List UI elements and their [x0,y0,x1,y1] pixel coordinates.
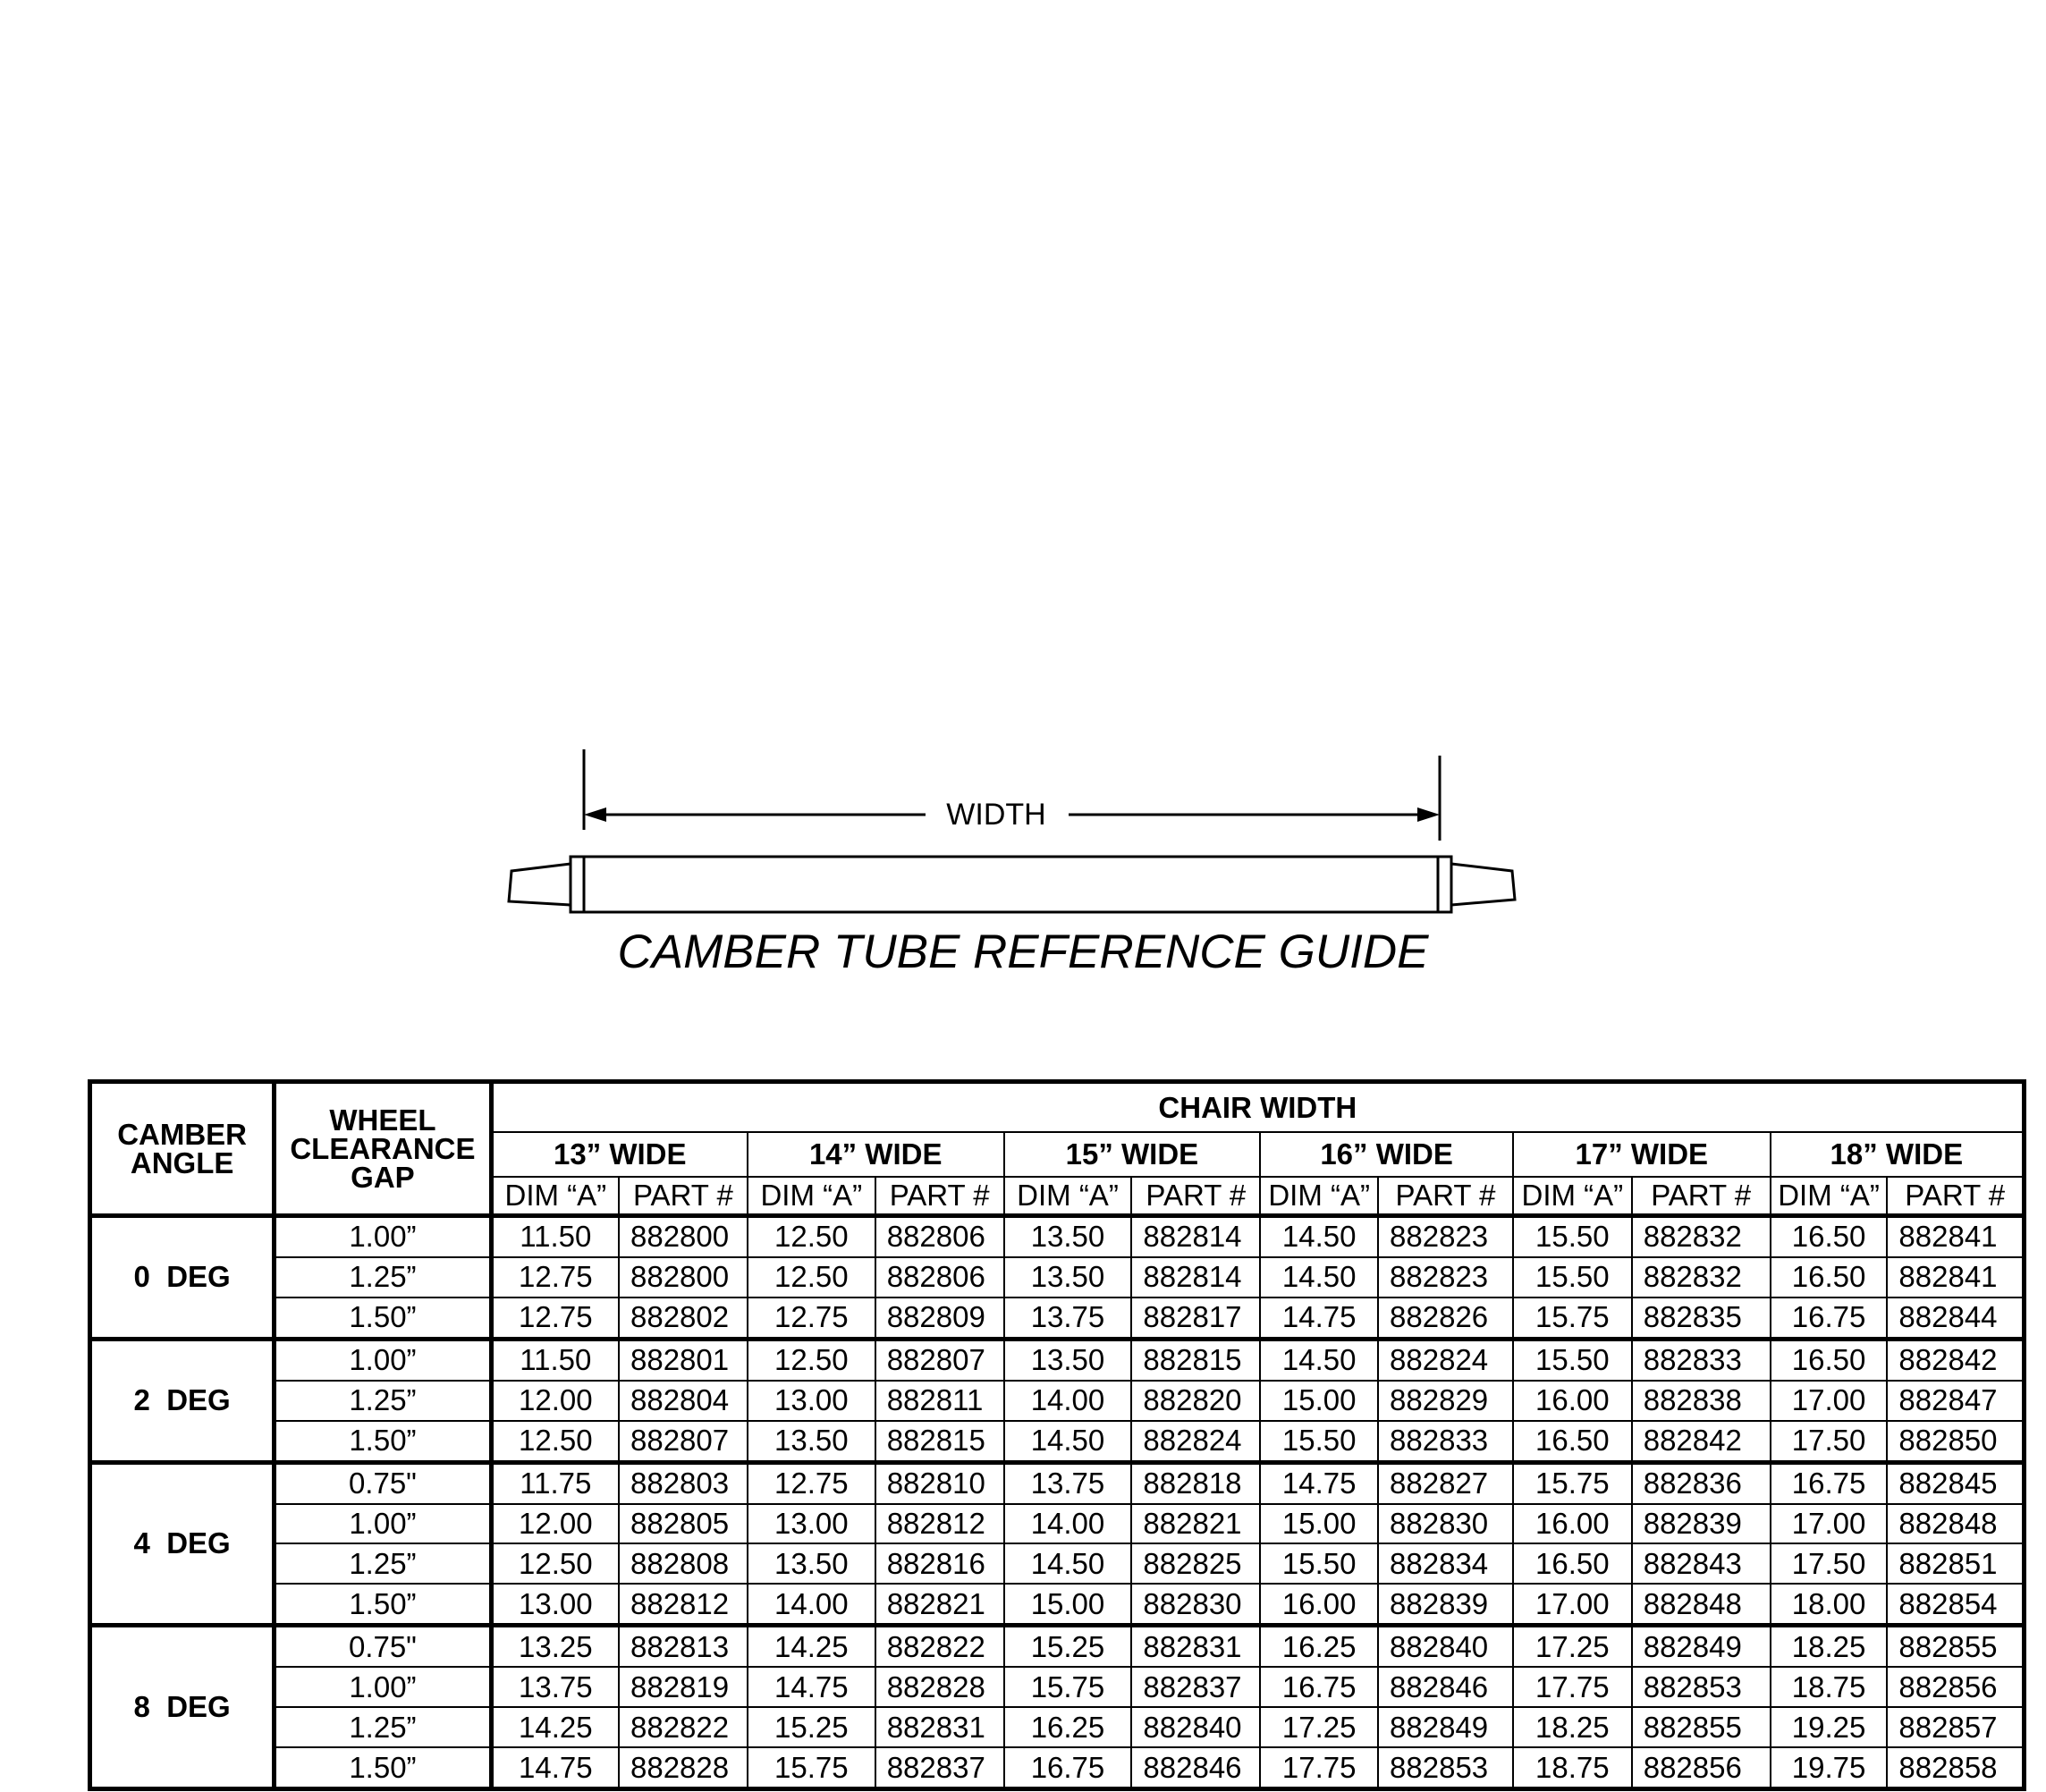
dim-a-header: DIM “A” [1260,1177,1378,1216]
part-number-cell: 882853 [1378,1747,1513,1789]
part-number-cell: 882840 [1131,1707,1260,1747]
part-number-cell: 882822 [875,1626,1004,1667]
table-row [90,1339,2025,1380]
dim-a-cell: 17.75 [1260,1747,1378,1789]
right-stub [1451,864,1515,905]
dim-a-cell: 13.75 [1004,1462,1132,1503]
dim-a-cell: 15.75 [1513,1462,1632,1503]
part-number-cell: 882819 [619,1667,748,1707]
dim-a-cell: 16.75 [1004,1747,1132,1789]
part-number-header: PART # [875,1177,1004,1216]
part-number-cell: 882805 [619,1504,748,1544]
part-number-cell: 882804 [619,1381,748,1421]
camber-angle-cell: 0 DEG [90,1216,275,1340]
dim-a-cell: 17.50 [1771,1543,1888,1584]
dim-a-cell: 11.75 [491,1462,619,1503]
dim-a-cell: 14.50 [1004,1421,1132,1462]
dim-a-cell: 14.75 [1260,1462,1378,1503]
camber-reference-table [88,1079,2026,1791]
dim-a-header: DIM “A” [491,1177,619,1216]
part-number-cell: 882802 [619,1298,748,1339]
gap-cell: 1.25” [275,1257,491,1298]
dim-a-cell: 13.50 [1004,1339,1132,1380]
dim-a-cell: 17.25 [1513,1626,1632,1667]
part-number-cell: 882830 [1378,1504,1513,1544]
header-row-top [90,1082,2025,1132]
part-number-cell: 882844 [1887,1298,2024,1339]
part-number-cell: 882847 [1887,1381,2024,1421]
gap-cell: 1.25” [275,1381,491,1421]
part-number-cell: 882810 [875,1462,1004,1503]
part-number-cell: 882846 [1378,1667,1513,1707]
wheel-gap-header-line: GAP [351,1160,415,1194]
part-number-cell: 882821 [875,1584,1004,1625]
right-arrowhead [1417,807,1440,822]
dim-a-cell: 14.75 [1260,1298,1378,1339]
width-header: 16” WIDE [1260,1132,1513,1177]
part-number-cell: 882834 [1378,1543,1513,1584]
right-collar [1438,857,1451,912]
part-number-cell: 882839 [1632,1504,1771,1544]
camber-angle-cell: 8 DEG [90,1626,275,1789]
dim-a-cell: 12.75 [491,1298,619,1339]
part-number-cell: 882801 [619,1339,748,1380]
part-number-cell: 882808 [619,1543,748,1584]
dim-a-cell: 16.75 [1260,1667,1378,1707]
dim-a-cell: 15.50 [1513,1339,1632,1380]
dim-a-cell: 16.00 [1513,1504,1632,1544]
part-number-cell: 882824 [1131,1421,1260,1462]
part-number-cell: 882811 [875,1381,1004,1421]
part-number-cell: 882831 [1131,1626,1260,1667]
gap-cell: 1.50” [275,1298,491,1339]
part-number-cell: 882841 [1887,1257,2024,1298]
table-row [90,1462,2025,1503]
part-number-cell: 882857 [1887,1707,2024,1747]
dim-a-cell: 15.00 [1260,1381,1378,1421]
dim-a-cell: 13.50 [1004,1257,1132,1298]
width-header: 13” WIDE [491,1132,748,1177]
dim-a-cell: 11.50 [491,1339,619,1380]
part-number-cell: 882849 [1378,1707,1513,1747]
table-row [90,1584,2025,1625]
dim-a-cell: 12.00 [491,1504,619,1544]
gap-cell: 1.25” [275,1543,491,1584]
part-number-cell: 882815 [1131,1339,1260,1380]
part-number-cell: 882831 [875,1707,1004,1747]
dim-a-header: DIM “A” [1513,1177,1632,1216]
part-number-header: PART # [1632,1177,1771,1216]
width-label: WIDTH [946,798,1046,832]
part-number-cell: 882814 [1131,1216,1260,1257]
table-row [90,1381,2025,1421]
part-number-cell: 882856 [1887,1667,2024,1707]
gap-cell: 0.75" [275,1462,491,1503]
gap-cell: 0.75" [275,1626,491,1667]
part-number-cell: 882850 [1887,1421,2024,1462]
dim-a-cell: 12.50 [491,1543,619,1584]
dim-a-cell: 17.00 [1513,1584,1632,1625]
dim-a-cell: 14.00 [1004,1504,1132,1544]
part-number-cell: 882856 [1632,1747,1771,1789]
part-number-cell: 882812 [875,1504,1004,1544]
left-arrowhead [584,807,606,822]
dim-a-cell: 11.50 [491,1216,619,1257]
gap-cell: 1.00” [275,1216,491,1257]
part-number-cell: 882827 [1378,1462,1513,1503]
part-number-cell: 882818 [1131,1462,1260,1503]
dim-a-cell: 16.25 [1260,1626,1378,1667]
dim-a-cell: 14.50 [1004,1543,1132,1584]
dim-a-cell: 16.00 [1513,1381,1632,1421]
dim-a-cell: 13.25 [491,1626,619,1667]
camber-angle-cell: 2 DEG [90,1339,275,1462]
dim-a-cell: 17.50 [1771,1421,1888,1462]
left-collar [571,857,584,912]
table-row [90,1667,2025,1707]
dim-a-cell: 16.75 [1771,1298,1888,1339]
dim-a-cell: 18.75 [1771,1667,1888,1707]
camber-angle-header-line: CAMBER [117,1117,248,1151]
part-number-cell: 882826 [1378,1298,1513,1339]
part-number-cell: 882837 [875,1747,1004,1789]
part-number-cell: 882833 [1632,1339,1771,1380]
part-number-cell: 882829 [1378,1381,1513,1421]
part-number-cell: 882832 [1632,1216,1771,1257]
width-header: 15” WIDE [1004,1132,1261,1177]
camber-angle-cell: 4 DEG [90,1462,275,1626]
part-number-cell: 882813 [619,1626,748,1667]
table-row [90,1504,2025,1544]
table-row [90,1298,2025,1339]
part-number-header: PART # [1378,1177,1513,1216]
dim-a-cell: 12.50 [748,1257,875,1298]
dim-a-cell: 13.75 [491,1667,619,1707]
part-number-cell: 882843 [1632,1543,1771,1584]
part-number-cell: 882837 [1131,1667,1260,1707]
part-number-cell: 882851 [1887,1543,2024,1584]
dim-a-cell: 16.25 [1004,1707,1132,1747]
dim-a-cell: 12.50 [491,1421,619,1462]
chair-width-header: CHAIR WIDTH [491,1082,2024,1132]
dim-a-cell: 14.75 [491,1747,619,1789]
table-row [90,1421,2025,1462]
dim-a-cell: 15.00 [1260,1504,1378,1544]
dim-a-header: DIM “A” [1004,1177,1132,1216]
wheel-gap-header-line: CLEARANCE [290,1131,476,1165]
dim-a-cell: 15.25 [748,1707,875,1747]
dim-a-cell: 14.25 [748,1626,875,1667]
dim-a-cell: 18.25 [1771,1626,1888,1667]
table-row [90,1626,2025,1667]
part-number-cell: 882841 [1887,1216,2024,1257]
width-header: 14” WIDE [748,1132,1004,1177]
dim-a-cell: 12.75 [748,1298,875,1339]
tube-body [571,857,1451,912]
part-number-cell: 882809 [875,1298,1004,1339]
dim-a-cell: 18.00 [1771,1584,1888,1625]
dim-a-cell: 18.25 [1513,1707,1632,1747]
dim-a-cell: 18.75 [1513,1747,1632,1789]
dim-a-cell: 12.50 [748,1216,875,1257]
dim-a-cell: 13.50 [748,1421,875,1462]
part-number-cell: 882822 [619,1707,748,1747]
dim-a-cell: 16.50 [1771,1216,1888,1257]
part-number-cell: 882836 [1632,1462,1771,1503]
part-number-header: PART # [1887,1177,2024,1216]
dim-a-cell: 13.00 [748,1504,875,1544]
part-number-header: PART # [619,1177,748,1216]
part-number-cell: 882825 [1131,1543,1260,1584]
dim-a-cell: 16.50 [1513,1543,1632,1584]
table-row [90,1216,2025,1257]
part-number-cell: 882823 [1378,1216,1513,1257]
part-number-cell: 882832 [1632,1257,1771,1298]
dim-a-cell: 17.00 [1771,1381,1888,1421]
gap-cell: 1.00” [275,1504,491,1544]
dim-a-cell: 14.25 [491,1707,619,1747]
part-number-cell: 882853 [1632,1667,1771,1707]
part-number-cell: 882821 [1131,1504,1260,1544]
part-number-cell: 882812 [619,1584,748,1625]
part-number-cell: 882828 [619,1747,748,1789]
part-number-cell: 882800 [619,1216,748,1257]
part-number-cell: 882840 [1378,1626,1513,1667]
gap-cell: 1.00” [275,1339,491,1380]
dim-a-cell: 16.00 [1260,1584,1378,1625]
part-number-cell: 882830 [1131,1584,1260,1625]
dim-a-header: DIM “A” [748,1177,875,1216]
part-number-cell: 882816 [875,1543,1004,1584]
dim-a-cell: 13.00 [748,1381,875,1421]
part-number-cell: 882824 [1378,1339,1513,1380]
dim-a-cell: 15.50 [1513,1216,1632,1257]
part-number-cell: 882848 [1632,1584,1771,1625]
dim-a-cell: 15.50 [1260,1421,1378,1462]
part-number-cell: 882807 [619,1421,748,1462]
dim-a-cell: 14.50 [1260,1216,1378,1257]
part-number-cell: 882849 [1632,1626,1771,1667]
gap-cell: 1.50” [275,1747,491,1789]
table-row [90,1543,2025,1584]
dim-a-cell: 13.75 [1004,1298,1132,1339]
gap-cell: 1.50” [275,1584,491,1625]
dim-a-cell: 17.25 [1260,1707,1378,1747]
dim-a-cell: 15.00 [1004,1584,1132,1625]
part-number-cell: 882806 [875,1257,1004,1298]
dim-a-cell: 14.50 [1260,1257,1378,1298]
table-row [90,1707,2025,1747]
dim-a-cell: 14.00 [748,1584,875,1625]
dim-a-cell: 12.75 [748,1462,875,1503]
dim-a-cell: 17.00 [1771,1504,1888,1544]
part-number-cell: 882855 [1632,1707,1771,1747]
part-number-cell: 882800 [619,1257,748,1298]
part-number-cell: 882806 [875,1216,1004,1257]
width-header: 18” WIDE [1771,1132,2025,1177]
part-number-cell: 882845 [1887,1462,2024,1503]
dim-a-cell: 13.50 [1004,1216,1132,1257]
table-row [90,1747,2025,1789]
dim-a-cell: 12.75 [491,1257,619,1298]
width-header: 17” WIDE [1513,1132,1771,1177]
guide-title: CAMBER TUBE REFERENCE GUIDE [617,926,1429,978]
dim-a-header: DIM “A” [1771,1177,1888,1216]
dim-a-cell: 12.00 [491,1381,619,1421]
gap-cell: 1.50” [275,1421,491,1462]
dim-a-cell: 15.50 [1513,1257,1632,1298]
dim-a-cell: 12.50 [748,1339,875,1380]
dim-a-cell: 15.75 [1513,1298,1632,1339]
dim-a-cell: 17.75 [1513,1667,1632,1707]
dim-a-cell: 16.50 [1771,1257,1888,1298]
wheel-gap-header [275,1082,491,1216]
part-number-cell: 882842 [1632,1421,1771,1462]
part-number-cell: 882807 [875,1339,1004,1380]
part-number-cell: 882820 [1131,1381,1260,1421]
camber-angle-header [90,1082,275,1216]
dim-a-cell: 13.50 [748,1543,875,1584]
dim-a-cell: 15.75 [1004,1667,1132,1707]
part-number-header: PART # [1131,1177,1260,1216]
table-row [90,1257,2025,1298]
dim-a-cell: 19.75 [1771,1747,1888,1789]
part-number-cell: 882838 [1632,1381,1771,1421]
dim-a-cell: 19.25 [1771,1707,1888,1747]
camber-angle-header-line: ANGLE [130,1145,234,1179]
dim-a-cell: 15.50 [1260,1543,1378,1584]
dim-a-cell: 15.75 [748,1747,875,1789]
gap-cell: 1.25” [275,1707,491,1747]
dim-a-cell: 16.50 [1771,1339,1888,1380]
part-number-cell: 882823 [1378,1257,1513,1298]
gap-cell: 1.00” [275,1667,491,1707]
part-number-cell: 882848 [1887,1504,2024,1544]
part-number-cell: 882842 [1887,1339,2024,1380]
part-number-cell: 882833 [1378,1421,1513,1462]
part-number-cell: 882814 [1131,1257,1260,1298]
part-number-cell: 882846 [1131,1747,1260,1789]
part-number-cell: 882828 [875,1667,1004,1707]
part-number-cell: 882815 [875,1421,1004,1462]
part-number-cell: 882803 [619,1462,748,1503]
part-number-cell: 882854 [1887,1584,2024,1625]
part-number-cell: 882858 [1887,1747,2024,1789]
part-number-cell: 882835 [1632,1298,1771,1339]
part-number-cell: 882855 [1887,1626,2024,1667]
dim-a-cell: 14.00 [1004,1381,1132,1421]
part-number-cell: 882817 [1131,1298,1260,1339]
dim-a-cell: 15.25 [1004,1626,1132,1667]
part-number-cell: 882839 [1378,1584,1513,1625]
dim-a-cell: 16.50 [1513,1421,1632,1462]
dim-a-cell: 14.50 [1260,1339,1378,1380]
wheel-gap-header-line: WHEEL [329,1103,436,1137]
dim-a-cell: 14.75 [748,1667,875,1707]
left-stub [509,864,571,905]
dim-a-cell: 13.00 [491,1584,619,1625]
dim-a-cell: 16.75 [1771,1462,1888,1503]
